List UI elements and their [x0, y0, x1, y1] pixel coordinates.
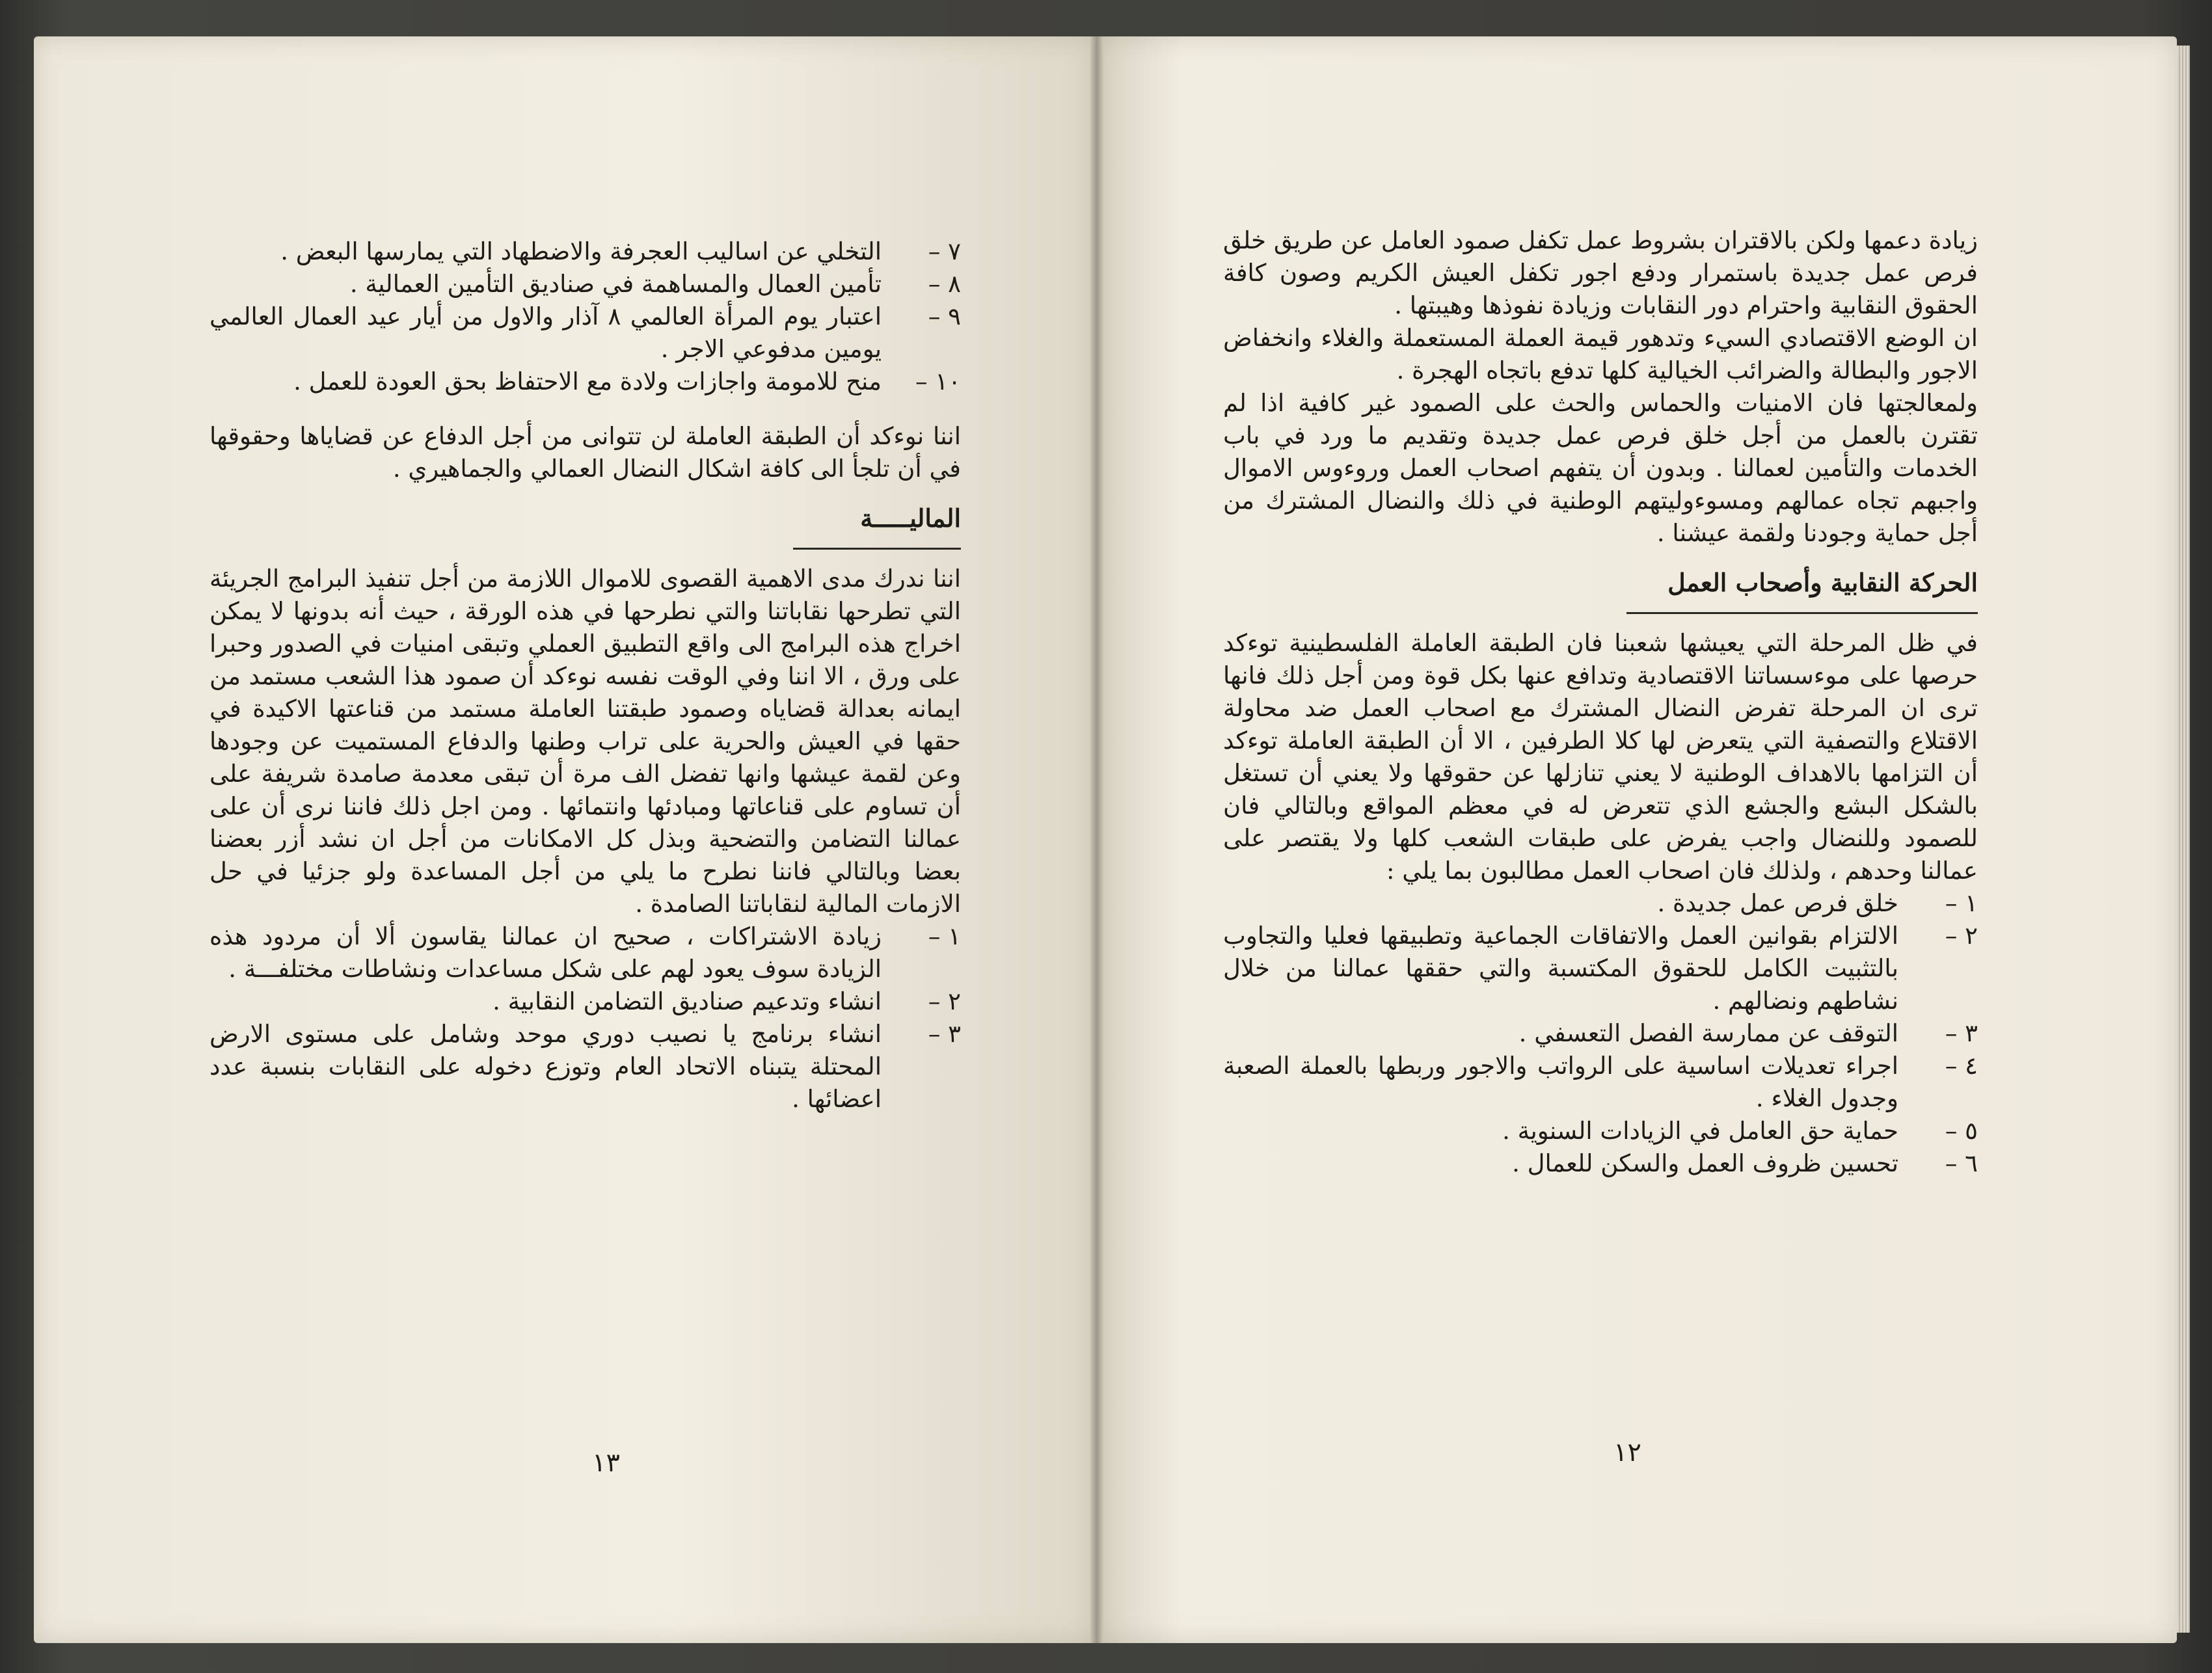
list-number: ٨ – [928, 270, 961, 298]
list-item [1223, 920, 1978, 1017]
paragraph: اننا نوءكد أن الطبقة العاملة لن تتوانى من أجل الدفاع عن قضاياها وحقوقها في أن تلجأ الى كافة اشكال النضال العمالي والجماهيري . [209, 422, 961, 483]
section-heading: الحركة النقابية وأصحاب العمل [1667, 568, 1978, 597]
list-item [1223, 1050, 1978, 1115]
section-heading: الماليـــــة [860, 503, 961, 533]
paragraph: زيادة دعمها ولكن بالاقتران بشروط عمل تكفل صمود العامل عن طريق خلق فرص عمل جديدة باستمرار ودفع اجور تكفل العيش الكريم وصون كافة الحقوق النقابية واحترام دور النقابات وزيادة نفوذها وهيبتها . [1223, 226, 1978, 319]
list-number: ٥ – [1945, 1117, 1978, 1145]
page-number: ١٣ [592, 1448, 620, 1478]
list-item [209, 268, 961, 301]
list-text: الالتزام بقوانين العمل والاتفاقات الجماعية وتطبيقها فعليا والتجاوب بالتثبيت الكامل للحقوق المكتسبة والتي حققها عمالنا من خلال نشاطهم ونضالهم . [1223, 922, 1898, 1015]
list-text: تأمين العمال والمساهمة في صناديق التأمين العمالية . [349, 270, 882, 298]
list-number: ٧ – [928, 237, 961, 265]
list-item [1223, 1115, 1978, 1147]
list-text: حماية حق العامل في الزيادات السنوية . [1502, 1117, 1898, 1145]
list-item [209, 301, 961, 366]
list-item [209, 1018, 961, 1116]
list-number: ١٠ – [915, 368, 961, 395]
list-item [1223, 1147, 1978, 1180]
list-text: التخلي عن اساليب العجرفة والاضطهاد التي يمارسها البعض . [280, 237, 882, 265]
list-number: ٣ – [1945, 1019, 1978, 1047]
list-item [209, 235, 961, 268]
list-text: التوقف عن ممارسة الفصل التعسفي . [1518, 1019, 1898, 1047]
page-edges [2177, 46, 2190, 1633]
page-number: ١٢ [1613, 1438, 1641, 1467]
left-page-column [209, 235, 961, 1116]
right-page-column [1223, 224, 1978, 1180]
list-item [209, 366, 961, 398]
list-text: انشاء برنامج يا نصيب دوري موحد وشامل على مستوى الارض المحتلة يتبناه الاتحاد العام وتوزع دخوله على النقابات بنسبة عدد اعضائها . [209, 1020, 882, 1113]
heading-underline [793, 548, 961, 550]
list-number: ٩ – [928, 302, 961, 330]
heading-underline [1626, 612, 1978, 614]
list-item [209, 920, 961, 985]
list-item [209, 985, 961, 1018]
list-text: زيادة الاشتراكات ، صحيح ان عمالنا يقاسون ألا أن مردود هذه الزيادة سوف يعود لهم على شكل مساعدات ونشاطات مختلفـــة . [209, 922, 882, 983]
list-number: ٢ – [1945, 922, 1978, 950]
paragraph: ولمعالجتها فان الامنيات والحماس والحث على الصمود غير كافية اذا لم تقترن بالعمل من أجل خلق فرص عمل جديدة وتقديم ما ورد في باب الخدمات والتأمين لعمالنا . وبدون أن يتفهم اصحاب العمل وروءوس الاموال واجبهم تجاه عمالهم ومسوءوليتهم الوطنية في ذلك والنضال المشترك من أجل حماية وجودنا ولقمة عيشنا . [1223, 389, 1978, 547]
list-number: ٣ – [928, 1020, 961, 1048]
section-heading-wrap [209, 502, 961, 550]
book-gutter [1090, 36, 1103, 1643]
list-number: ٤ – [1945, 1052, 1978, 1080]
list-text: اعتبار يوم المرأة العالمي ٨ آذار والاول من أيار عيد العمال العالمي يومين مدفوعي الاجر . [209, 302, 882, 363]
list-item [1223, 887, 1978, 920]
list-number: ٢ – [928, 987, 961, 1015]
paragraph: في ظل المرحلة التي يعيشها شعبنا فان الطبقة العاملة الفلسطينية توءكد حرصها على موءسساتنا الاقتصادية وتدافع عنها بكل قوة ومن أجل ذلك فانها ترى ان المرحلة تفرض النضال المشترك مع اصحاب العمل ضد محاولة الاقتلاع والتصفية التي يتعرض لها كلا الطرفين ، الا أن الطبقة العاملة توءكد أن التزامها بالاهداف الوطنية لا يعني تنازلها عن حقوقها ولا يعني أن تستغل بالشكل البشع والجشع الذي تتعرض له في معظم المواقع وبالتالي فان للصمود وللنضال واجب يفرض على طبقات الشعب كلها ولا يقتصر على عمالنا وحدهم ، ولذلك فان اصحاب العمل مطالبون بما يلي : [1223, 629, 1978, 885]
list-number: ٦ – [1945, 1149, 1978, 1177]
paragraph: ان الوضع الاقتصادي السيء وتدهور قيمة العملة المستعملة والغلاء وانخفاض الاجور والبطالة والضرائب الخيالية كلها تدفع باتجاه الهجرة . [1223, 324, 1978, 384]
list-text: منح للامومة واجازات ولادة مع الاحتفاظ بحق العودة للعمل . [293, 368, 882, 395]
list-text: خلق فرص عمل جديدة . [1657, 889, 1898, 917]
list-number: ١ – [1945, 889, 1978, 917]
list-text: اجراء تعديلات اساسية على الرواتب والاجور وربطها بالعملة الصعبة وجدول الغلاء . [1223, 1052, 1898, 1112]
list-text: تحسين ظروف العمل والسكن للعمال . [1512, 1149, 1898, 1177]
list-text: انشاء وتدعيم صناديق التضامن النقابية . [492, 987, 882, 1015]
section-heading-wrap [1223, 567, 1978, 614]
list-number: ١ – [928, 922, 961, 950]
paragraph: اننا ندرك مدى الاهمية القصوى للاموال اللازمة من أجل تنفيذ البرامج الجريئة التي تطرحها نقاباتنا والتي نطرحها في هذه الورقة ، حيث أنه بدونها لا يمكن اخراج هذه البرامج الى واقع التطبيق العملي وتبقى امنيات في الصدور وحبرا على ورق ، الا اننا وفي الوقت نفسه نوءكد أن صمود هذا الشعب مستمد من ايمانه بعدالة قضاياه وصمود طبقتنا العاملة مستمد من قناعتها الاكيدة في حقها في العيش والحرية على تراب وطنها والدفاع المستميت عن وجودها وعن لقمة عيشها وانها تفضل الف مرة أن تبقى معدمة صامدة شريفة على أن تساوم على قناعاتها ومبادئها وانتمائها . ومن اجل ذلك فاننا نرى أن على عمالنا التضامن والتضحية وبذل كل الامكانات من أجل ان نشد أزر بعضنا بعضا وبالتالي فاننا نطرح ما يلي من أجل المساعدة ولو جزئيا في حل الازمات المالية لنقاباتنا الصامدة . [209, 565, 961, 918]
list-item [1223, 1017, 1978, 1050]
